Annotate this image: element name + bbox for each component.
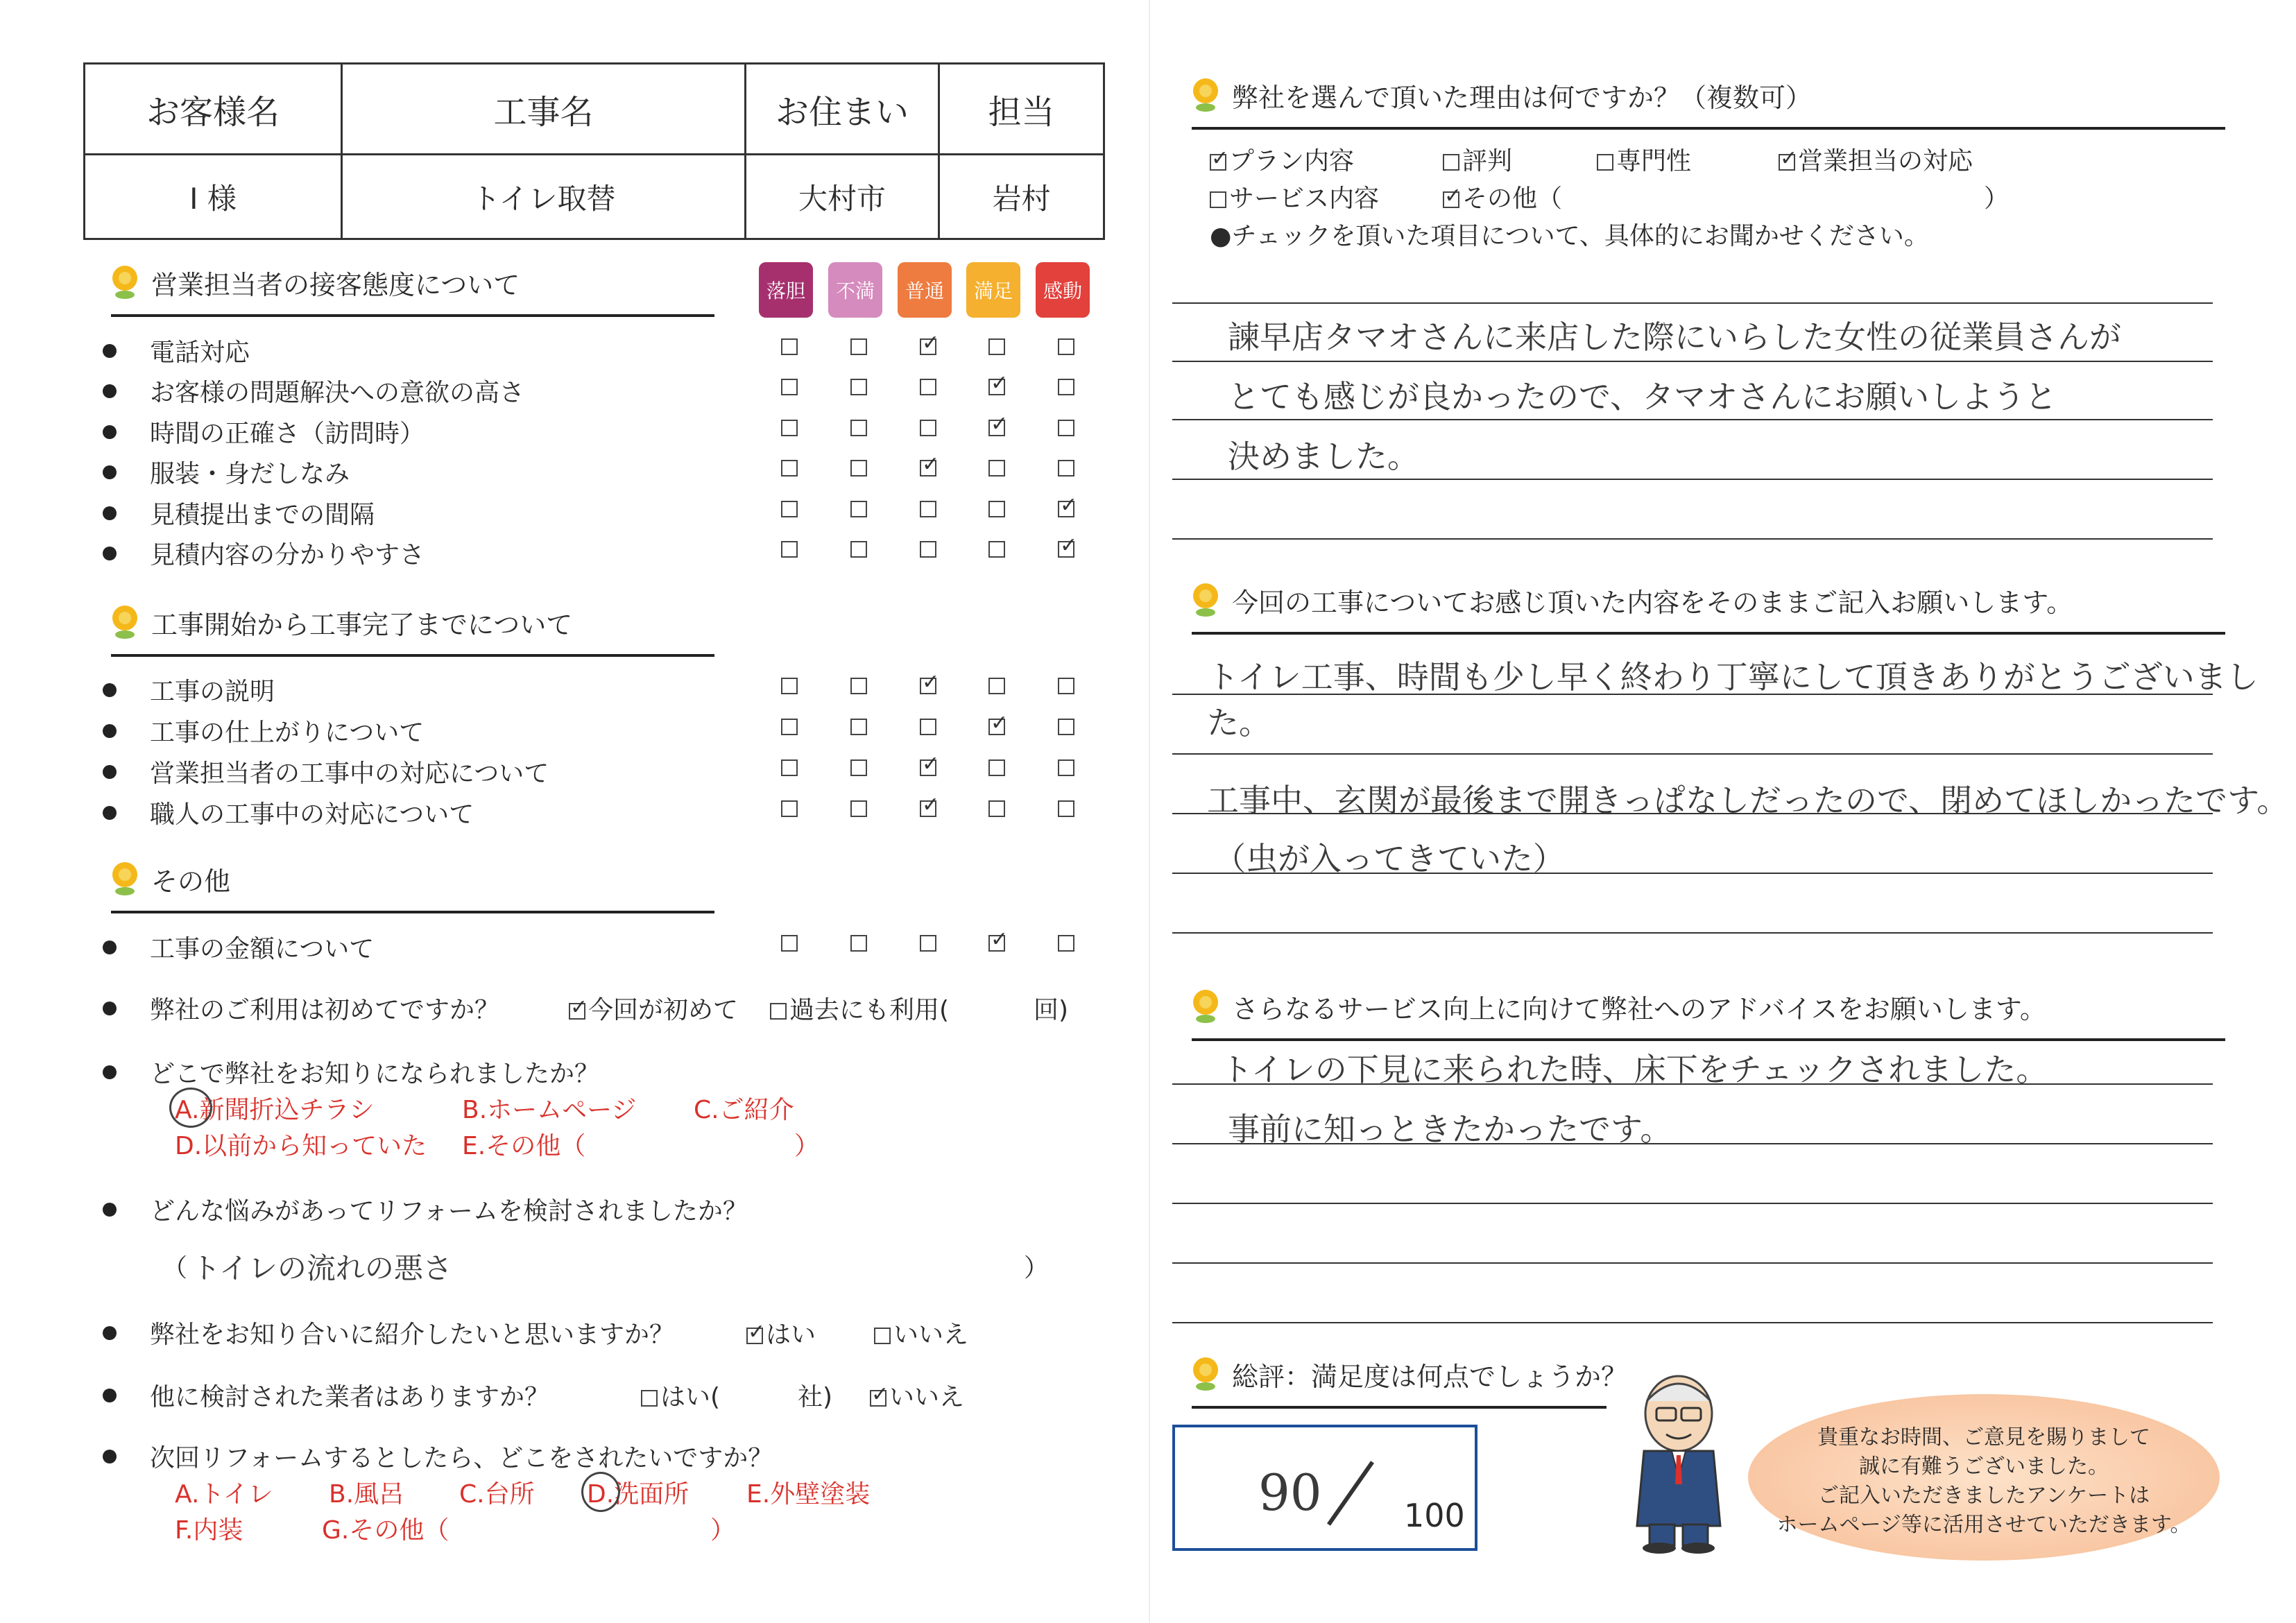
residence: 大村市 xyxy=(746,155,939,239)
rating-checkbox[interactable] xyxy=(988,460,1005,476)
rating-checkbox[interactable] xyxy=(1058,678,1074,694)
rating-checkbox[interactable] xyxy=(920,752,940,776)
rating-checkbox[interactable] xyxy=(988,800,1005,817)
check-mark: ✓ xyxy=(991,412,1009,436)
refer-no[interactable]: いいえ xyxy=(874,1315,968,1350)
how-option-b[interactable]: B.ホームページ xyxy=(462,1096,637,1124)
reason-reputation[interactable]: 評判 xyxy=(1443,141,1512,177)
rating-checkbox[interactable] xyxy=(1058,719,1074,735)
rating-checkbox[interactable] xyxy=(1058,759,1074,776)
advice-answer-line1: トイレの下見に来られた時、床下をチェックされました。 xyxy=(1221,1051,2048,1088)
rating-checkbox[interactable] xyxy=(781,678,798,694)
rating-checkbox[interactable] xyxy=(850,541,867,558)
rating-checkbox[interactable] xyxy=(920,541,936,558)
worry-answer: トイレの流れの悪さ xyxy=(191,1251,452,1285)
feel-answer-line1: トイレ工事、時間も少し早く終わり丁寧にして頂きありがとうございました。 xyxy=(1207,658,2259,741)
rating-checkbox[interactable] xyxy=(988,927,1009,952)
other-vendor-question: 他に検討された業者はありますか？ xyxy=(103,1377,549,1413)
rating-checkbox[interactable] xyxy=(850,719,867,735)
first-time-question: 弊社のご利用は初めてですか？ xyxy=(103,990,499,1026)
rating-checkbox[interactable] xyxy=(781,935,798,952)
rating-checkbox[interactable] xyxy=(920,331,940,355)
check-mark: ✓ xyxy=(922,752,940,776)
rating-checkbox[interactable] xyxy=(850,935,867,952)
other-no[interactable]: ✓ いいえ xyxy=(871,1382,965,1411)
question-row: 工事の説明 xyxy=(103,672,275,707)
page-divider xyxy=(1149,0,1150,1623)
score-value: 90 xyxy=(1258,1463,1322,1522)
check-mark: ✓ xyxy=(991,711,1009,735)
score-max: 100 xyxy=(1404,1497,1465,1534)
rating-checkbox[interactable] xyxy=(781,800,798,817)
question-row: 職人の工事中の対応について xyxy=(103,795,474,830)
section-heading-reason: 弊社を選んで頂いた理由は何ですか？（複数可） xyxy=(1192,76,1812,114)
flower-icon xyxy=(111,266,139,300)
refer-yes[interactable]: ✓ はい xyxy=(748,1320,816,1349)
flower-icon xyxy=(1192,1357,1219,1392)
rating-checkbox[interactable] xyxy=(920,719,936,735)
question-row: お客様の問題解決への意欲の高さ xyxy=(103,373,524,409)
rating-checkbox[interactable] xyxy=(781,541,798,558)
reason-answer-line1: 諫早店タマオさんに来店した際にいらした女性の従業員さんが xyxy=(1228,318,2121,356)
level-manzoku: 満足 xyxy=(966,262,1020,318)
next-option-g[interactable]: G.その他（ xyxy=(322,1516,449,1545)
rating-checkbox[interactable] xyxy=(988,678,1005,694)
rating-checkbox[interactable] xyxy=(781,501,798,517)
check-mark: ✓ xyxy=(991,927,1009,952)
rating-checkbox[interactable] xyxy=(920,452,940,476)
rating-checkbox[interactable] xyxy=(1058,493,1078,517)
rating-checkbox[interactable] xyxy=(781,460,798,476)
section-heading-sales: 営業担当者の接客態度について xyxy=(111,264,520,302)
rating-checkbox[interactable] xyxy=(850,379,867,395)
rating-checkbox[interactable] xyxy=(1058,800,1074,817)
staff-name: 岩村 xyxy=(939,155,1104,239)
feel-answer-line2: 工事中、玄関が最後まで開きっぱなしだったので、閉めてほしかったです。 xyxy=(1207,782,2289,819)
rating-checkbox[interactable] xyxy=(988,412,1009,436)
rating-checkbox[interactable] xyxy=(781,759,798,776)
section-heading-feel: 今回の工事についてお感じ頂いた内容をそのままご記入お願いします。 xyxy=(1192,581,2073,619)
how-option-a[interactable]: A.新聞折込チラシ xyxy=(175,1090,374,1126)
rating-checkbox[interactable] xyxy=(1058,379,1074,395)
circle-mark xyxy=(581,1472,620,1512)
header-residence: お住まい xyxy=(746,64,939,155)
check-mark: ✓ xyxy=(922,670,940,694)
next-option-c[interactable]: C.台所 xyxy=(459,1480,535,1509)
reason-answer-line3: 決めました。 xyxy=(1228,438,1419,475)
check-mark: ✓ xyxy=(1060,493,1078,517)
rating-checkbox[interactable] xyxy=(1058,935,1074,952)
level-futsuu: 普通 xyxy=(898,262,952,318)
first-time-times: 回) xyxy=(1034,996,1069,1024)
mascot-illustration xyxy=(1616,1373,1741,1554)
rating-checkbox[interactable] xyxy=(920,935,936,952)
next-option-b[interactable]: B.風呂 xyxy=(329,1480,404,1509)
rating-checkbox[interactable] xyxy=(850,759,867,776)
other-company: 社) xyxy=(798,1383,833,1411)
rating-checkbox[interactable] xyxy=(781,420,798,436)
thanks-line: ホームページ等に活用させていただきます。 xyxy=(1776,1513,2191,1537)
check-mark: ✓ xyxy=(991,371,1009,395)
rating-checkbox[interactable] xyxy=(988,711,1009,735)
question-row: 時間の正確さ（訪問時） xyxy=(103,414,425,449)
rating-checkbox[interactable] xyxy=(920,501,936,517)
question-row: 工事の金額について xyxy=(103,929,374,965)
question-row: 服装・身だしなみ xyxy=(103,454,350,490)
reason-other[interactable]: ✓ その他（ xyxy=(1444,184,1563,213)
rating-checkbox[interactable] xyxy=(920,379,936,395)
question-row: 工事の仕上がりについて xyxy=(103,713,424,748)
header-customer: お客様名 xyxy=(85,64,342,155)
next-question: 次回リフォームするとしたら、どこをされたいですか？ xyxy=(103,1439,773,1474)
question-row: 見積提出までの間隔 xyxy=(103,495,375,531)
thanks-bubble xyxy=(1748,1394,2220,1561)
flower-icon xyxy=(1192,990,1219,1024)
first-time-past[interactable]: 過去にも利用( xyxy=(770,990,949,1026)
next-option-d[interactable]: D.洗面所 xyxy=(587,1475,689,1510)
slash xyxy=(1327,1461,1374,1526)
circle-mark xyxy=(169,1088,212,1128)
first-time-yes[interactable]: ✓ 今回が初めて xyxy=(570,995,739,1024)
reason-sales-response[interactable]: ✓ 営業担当の対応 xyxy=(1780,146,1973,175)
rating-checkbox[interactable] xyxy=(988,371,1009,395)
section-heading-score: 総評：満足度は何点でしょうか？ xyxy=(1192,1355,1627,1393)
next-option-e[interactable]: E.外壁塗装 xyxy=(746,1480,871,1509)
reason-service[interactable]: サービス内容 xyxy=(1210,179,1379,214)
rating-checkbox[interactable] xyxy=(850,338,867,355)
advice-answer-line2: 事前に知っときたかったです。 xyxy=(1228,1110,1672,1148)
rating-checkbox[interactable] xyxy=(988,759,1005,776)
flower-icon xyxy=(111,606,139,640)
reason-other-close: ） xyxy=(1984,184,2010,213)
rating-checkbox[interactable] xyxy=(920,420,936,436)
check-mark: ✓ xyxy=(922,452,940,476)
rating-checkbox[interactable] xyxy=(781,338,798,355)
next-option-f[interactable]: F.内装 xyxy=(175,1516,243,1545)
header-staff: 担当 xyxy=(939,64,1104,155)
rating-checkbox[interactable] xyxy=(1058,420,1074,436)
how-question: どこで弊社をお知りになられましたか？ xyxy=(103,1054,599,1090)
level-fuman: 不満 xyxy=(828,262,882,318)
question-row: 見積内容の分かりやすさ xyxy=(103,535,425,571)
rating-checkbox[interactable] xyxy=(850,460,867,476)
level-rakutan: 落胆 xyxy=(759,262,813,318)
worry-close: ） xyxy=(1024,1254,1050,1282)
next-option-g-close: ） xyxy=(710,1516,736,1545)
question-row: 電話対応 xyxy=(103,333,250,368)
question-row: 営業担当者の工事中の対応について xyxy=(103,754,549,789)
reason-answer-line2: とても感じが良かったので、タマオさんにお願いしようと xyxy=(1228,378,2057,415)
how-option-e[interactable]: E.その他（ xyxy=(462,1132,586,1160)
section-heading-other: その他 xyxy=(111,860,230,898)
rating-checkbox[interactable] xyxy=(1058,460,1074,476)
rating-checkbox[interactable] xyxy=(781,379,798,395)
other-yes[interactable]: はい( xyxy=(641,1377,720,1413)
work-name: トイレ取替 xyxy=(342,155,746,239)
rating-checkbox[interactable] xyxy=(781,719,798,735)
level-kandou: 感動 xyxy=(1036,262,1090,318)
rating-checkbox[interactable] xyxy=(1058,338,1074,355)
reason-note: ●チェックを頂いた項目について、具体的にお聞かせください。 xyxy=(1210,222,1929,250)
customer-name: I 様 xyxy=(85,155,342,239)
reason-plan[interactable]: ✓ プラン内容 xyxy=(1211,146,1355,175)
rating-checkbox[interactable] xyxy=(920,670,940,694)
rating-checkbox[interactable] xyxy=(988,501,1005,517)
rating-checkbox[interactable] xyxy=(850,678,867,694)
worry-question: どんな悩みがあってリフォームを検討されましたか？ xyxy=(103,1192,748,1227)
score-box xyxy=(1172,1425,1477,1551)
thanks-line: 貴重なお時間、ご意見を賜りまして xyxy=(1817,1425,2150,1450)
check-mark: ✓ xyxy=(922,331,940,355)
thanks-line: ご記入いただきましたアンケートは xyxy=(1817,1484,2150,1508)
flower-icon xyxy=(1192,583,1219,618)
section-heading-advice: さらなるサービス向上に向けて弊社へのアドバイスをお願いします。 xyxy=(1192,988,2046,1026)
how-option-d[interactable]: D.以前から知っていた xyxy=(175,1132,427,1160)
how-option-c[interactable]: C.ご紹介 xyxy=(694,1096,794,1124)
check-mark: ✓ xyxy=(922,793,940,817)
flower-icon xyxy=(111,862,139,897)
customer-info-table xyxy=(83,62,1105,240)
rating-checkbox[interactable] xyxy=(850,420,867,436)
worry-open: （ xyxy=(162,1254,188,1282)
rating-checkbox[interactable] xyxy=(988,338,1005,355)
rating-checkbox[interactable] xyxy=(1058,533,1078,558)
rating-checkbox[interactable] xyxy=(850,800,867,817)
rating-checkbox[interactable] xyxy=(988,541,1005,558)
header-work: 工事名 xyxy=(342,64,746,155)
check-mark: ✓ xyxy=(1060,533,1078,558)
rating-checkbox[interactable] xyxy=(850,501,867,517)
next-option-a[interactable]: A.トイレ xyxy=(175,1480,273,1509)
feel-answer-line3: （虫が入ってきていた） xyxy=(1214,840,1565,877)
section-heading-construction: 工事開始から工事完了までについて xyxy=(111,603,572,642)
how-option-e-close: ） xyxy=(794,1132,820,1160)
refer-question: 弊社をお知り合いに紹介したいと思いますか？ xyxy=(103,1315,674,1350)
reason-expertise[interactable]: 専門性 xyxy=(1597,141,1691,177)
rating-checkbox[interactable] xyxy=(920,793,940,817)
flower-icon xyxy=(1192,78,1219,113)
thanks-line: 誠に有難うございました。 xyxy=(1859,1454,2109,1479)
